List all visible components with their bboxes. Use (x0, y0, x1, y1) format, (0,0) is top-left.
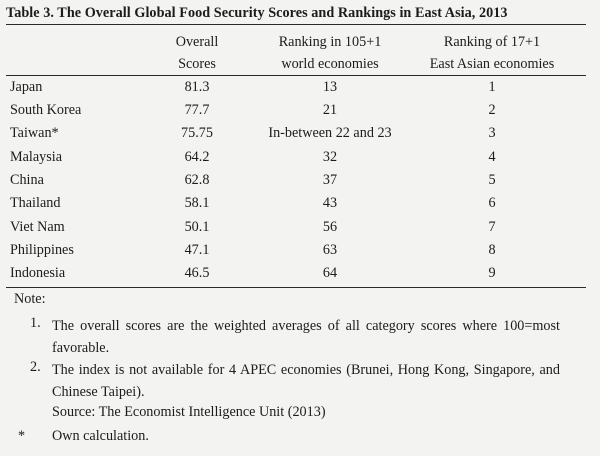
header-bottom-rule (6, 75, 586, 76)
eastasia-ranking: 3 (488, 125, 496, 141)
eastasia-ranking: 9 (488, 265, 496, 281)
overall-score: 46.5 (184, 265, 210, 281)
footnote-marker: * (18, 428, 26, 444)
footnote-text: Own calculation. (52, 428, 149, 444)
world-ranking: 56 (322, 219, 338, 235)
eastasia-ranking: 2 (488, 102, 496, 118)
world-ranking: In-between 22 and 23 (268, 125, 392, 141)
note-2-number: 2. (30, 359, 41, 375)
world-ranking: 37 (322, 172, 338, 188)
country-name: Taiwan* (10, 125, 59, 141)
country-name: Viet Nam (10, 219, 65, 235)
world-ranking: 63 (322, 242, 338, 258)
overall-score: 81.3 (184, 79, 210, 95)
header-world-ranking-line2: world economies (281, 56, 379, 72)
country-name: Indonesia (10, 265, 66, 281)
header-eastasia-ranking-line1: Ranking of 17+1 (443, 34, 541, 50)
title-top-rule (6, 24, 586, 25)
country-name: Japan (10, 79, 43, 95)
world-ranking: 21 (322, 102, 338, 118)
country-name: Thailand (10, 195, 61, 211)
eastasia-ranking: 7 (488, 219, 496, 235)
overall-score: 62.8 (184, 172, 210, 188)
country-name: Malaysia (10, 149, 63, 165)
note-1-number: 1. (30, 315, 41, 331)
eastasia-ranking: 5 (488, 172, 496, 188)
world-ranking: 64 (322, 265, 338, 281)
country-name: South Korea (10, 102, 82, 118)
world-ranking: 32 (322, 149, 338, 165)
overall-score: 77.7 (184, 102, 210, 118)
header-world-ranking-line1: Ranking in 105+1 (278, 34, 382, 50)
header-overall-line1: Overall (175, 34, 219, 50)
header-eastasia-ranking-line2: East Asian economies (429, 56, 555, 72)
world-ranking: 43 (322, 195, 338, 211)
note-1-text: The overall scores are the weighted averages of all category scores where 100=most favorable. (52, 318, 560, 356)
overall-score: 64.2 (184, 149, 210, 165)
overall-score: 58.1 (184, 195, 210, 211)
eastasia-ranking: 6 (488, 195, 496, 211)
eastasia-ranking: 1 (488, 79, 496, 95)
overall-score: 47.1 (184, 242, 210, 258)
country-name: Philippines (10, 242, 74, 258)
eastasia-ranking: 8 (488, 242, 496, 258)
header-overall-line2: Scores (178, 56, 216, 72)
table-bottom-rule (6, 287, 586, 288)
overall-score: 75.75 (181, 125, 213, 141)
notes-label: Note: (14, 291, 46, 307)
country-name: China (10, 172, 44, 188)
note-2-text: The index is not available for 4 APEC economies (Brunei, Hong Kong, Singapore, and Chinese Taipei). (52, 362, 560, 400)
world-ranking: 13 (322, 79, 338, 95)
table-title: Table 3. The Overall Global Food Security Scores and Rankings in East Asia, 2013 (6, 5, 508, 21)
source-line: Source: The Economist Intelligence Unit (2013) (52, 404, 326, 420)
eastasia-ranking: 4 (488, 149, 496, 165)
overall-score: 50.1 (184, 219, 210, 235)
